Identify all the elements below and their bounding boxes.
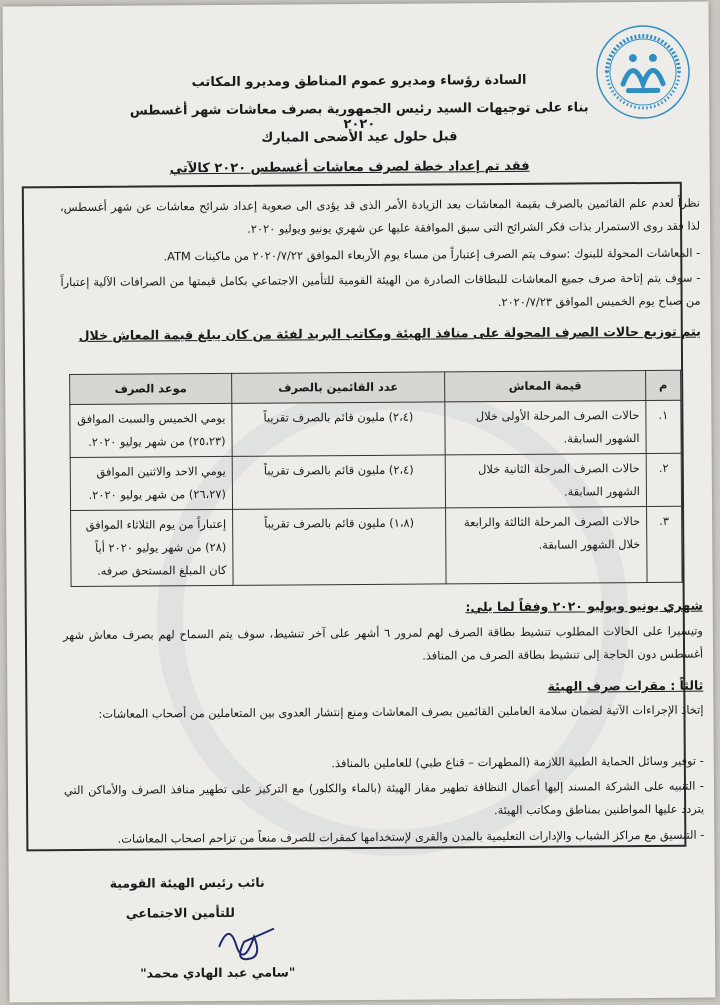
table-row	[70, 453, 681, 510]
col-header-date: موعد الصرف	[70, 373, 232, 404]
row-value: حالات الصرف المرحلة الأولى خلال الشهور السابقة.	[445, 400, 646, 454]
row-value: حالات الصرف المرحلة الثانية خلال الشهور السابقة.	[445, 453, 646, 507]
col-header-num: م	[646, 370, 681, 400]
col-header-count: عدد القائمين بالصرف	[232, 372, 445, 403]
row-count: (١،٨) مليون قائم بالصرف تقريباً	[233, 508, 447, 585]
signatory-name: "سامي عبد الهادي محمد"	[140, 964, 296, 981]
intro-paragraph: نظراً لعدم علم القائمين بالصرف بقيمة المعاشات بعد الزيادة الأمر الذى قد يؤدى الى صعوبة إعداد شرائح معاشات عن شهر أغسطس، لذا فقد روى الاستمرار بذات فكر الشرائح التى سبق الموافقة عليها عن شهري يونيو ويوليو ٢٠٢٠.	[59, 195, 701, 236]
row-number: ٣.	[647, 506, 683, 582]
section2-title: شهري يونيو ويوليو ٢٠٢٠ وفقاً لما يلي:	[465, 597, 703, 615]
table-header-row	[70, 370, 681, 404]
section3-bullet-cleaning: - التنبيه على الشركة المسند إليها أعمال النظافة تطهير مقار الهيئة (بالماء والكلور) مع التركيز على تطهير منافذ الصرف والأماكن التي يتردد عليها المواطنين بمناطق ومكاتب الهيئة.	[63, 778, 705, 818]
row-value: حالات الصرف المرحلة الثالثة والرابعة خلال الشهور السابقة.	[446, 506, 648, 583]
col-header-value: قيمة المعاش	[445, 370, 646, 401]
row-date: يومي الخميس والسبت الموافق (٢٥،٢٣) من شهر يوليو ٢٠٢٠.	[70, 403, 232, 457]
signature-title: نائب رئيس الهيئة القومية	[109, 874, 265, 891]
section3-bullet-youth-centers: - التنسيق مع مراكز الشباب والإدارات التعليمية بالمدن والقرى لإستخدامها كمقرات للصرف منعاً من تزاحم اصحاب المعاشات.	[117, 827, 705, 846]
plan-title: فقد تم إعداد خطة لصرف معاشات أغسطس ٢٠٢٠ كالآتي	[169, 158, 530, 177]
section3-bullet-protection: - توفير وسائل الحماية الطبية اللازمة (المطهرات – قناع طبي) للعاملين بالمنافذ.	[331, 753, 704, 771]
row-date: يومي الاحد والاثنين الموافق (٢٦،٢٧) من شهر يوليو ٢٠٢٠.	[70, 456, 232, 510]
table-intro: يتم توزيع حالات الصرف المحولة على منافذ الهيئة ومكاتب البريد لفئة من كان يبلغ قيمة المعاش خلال	[78, 323, 701, 343]
intro-bullet-cards: - سوف يتم إتاحة صرف جميع المعاشات للبطاقات الصادرة من الهيئة القومية للتأمين الاجتماعي بكامل قيمتها من الصرافات الآلية إعتباراً من صباح يوم الخميس الموافق ٢٠٢٠/٧/٢٣.	[60, 270, 701, 310]
subject-line: بناء على توجيهات السيد رئيس الجمهورية بصرف معاشات شهر أغسطس ٢٠٢٠	[129, 100, 589, 133]
row-count: (٢،٤) مليون قائم بالصرف تقريباً	[232, 455, 445, 509]
intro-bullet-banks: - المعاشات المحولة للبنوك :سوف يتم الصرف إعتباراً من مساء يوم الأربعاء الموافق ٢٠٢٠/٧/٢٢ من ماكينات ATM.	[163, 245, 701, 264]
section3-intro: إتخاذ الإجراءات الآتية لضمان سلامة العاملين القائمين بصرف المعاشات ومنع إنتشار العدوى بين المتعاملين من أصحاب المعاشات:	[98, 702, 704, 721]
row-number: ٢.	[646, 453, 681, 506]
section2-text: وتيسيرا على الحالات المطلوب تنشيط بطاقة الصرف لهم لمرور ٦ أشهر على آخر تنشيط، سوف يتم السماح لهم بصرف معاش شهر أغسطس دون الحاجة إلى تنشيط بطاقة الصرف من المنافذ.	[62, 623, 704, 663]
signature-title-2: للتأمين الاجتماعي	[125, 904, 235, 921]
row-number: ١.	[646, 400, 681, 453]
table-row	[71, 506, 683, 586]
handwritten-signature	[214, 917, 284, 967]
row-date: إعتباراً من يوم الثلاثاء الموافق (٢٨) من شهر يوليو ٢٠٢٠ أياً كان المبلغ المستحق صرفه.	[71, 509, 234, 586]
document-page	[3, 2, 716, 1003]
addressee-line: السادة رؤساء ومديرو عموم المناطق ومديرو المكاتب	[191, 72, 527, 91]
table-row	[70, 400, 681, 457]
subject-line-2: قبل حلول عيد الأضحى المبارك	[261, 129, 458, 146]
section3-title: ثالثاً : مقرات صرف الهيئة	[547, 677, 704, 694]
row-count: (٢،٤) مليون قائم بالصرف تقريباً	[232, 402, 445, 456]
schedule-table	[69, 370, 682, 587]
